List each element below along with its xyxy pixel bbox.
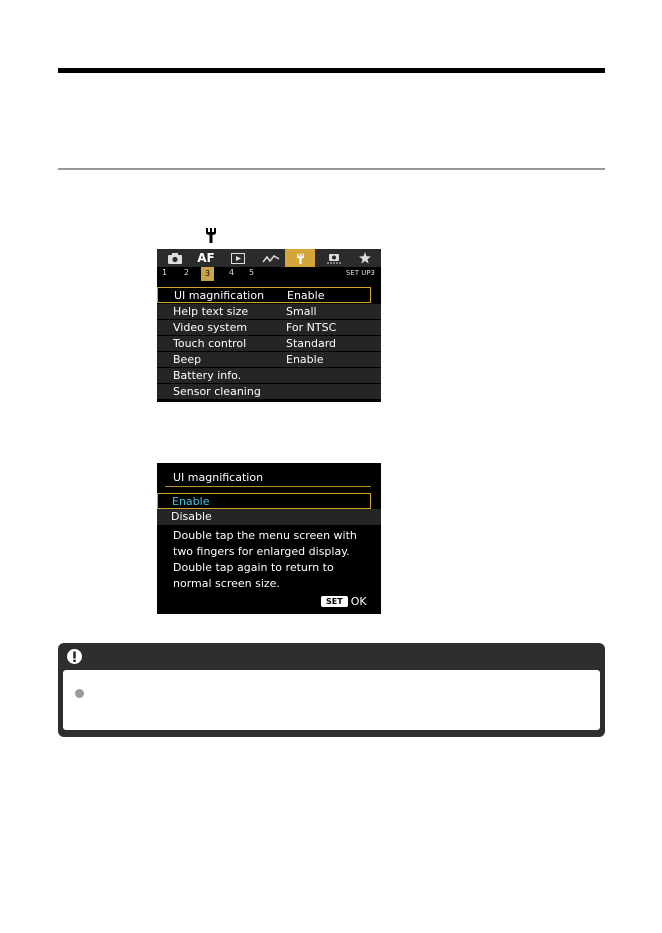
- subtab-1[interactable]: 1: [162, 268, 168, 277]
- row-label: Help text size: [173, 305, 249, 318]
- description-line: two fingers for enlarged display.: [173, 545, 350, 558]
- ok-label: OK: [350, 595, 367, 608]
- row-label: UI magnification: [174, 289, 265, 302]
- title-underline: [165, 486, 371, 487]
- menu-tab-bar: [157, 249, 381, 267]
- row-label: Sensor cleaning: [173, 385, 261, 398]
- description-line: Double tap again to return to: [173, 561, 334, 574]
- row-value: Enable: [286, 353, 324, 366]
- tab-wireless[interactable]: [258, 249, 284, 267]
- description-line: Double tap the menu screen with: [173, 529, 357, 542]
- caution-content: [63, 670, 600, 730]
- tab-af[interactable]: [193, 249, 219, 267]
- af-tab-label: AF: [197, 251, 215, 265]
- tab-shooting[interactable]: [161, 249, 189, 267]
- menu-row-battery-info[interactable]: [157, 368, 381, 384]
- caution-icon: [66, 648, 83, 665]
- menu-row-help-text-size[interactable]: [157, 304, 381, 320]
- tab-setup[interactable]: [285, 249, 315, 267]
- subtab-bar: [157, 267, 381, 281]
- tab-my-menu[interactable]: [353, 249, 377, 267]
- option-enable[interactable]: [157, 493, 371, 509]
- tab-custom[interactable]: [321, 249, 347, 267]
- tab-playback[interactable]: [225, 249, 251, 267]
- subtab-4[interactable]: 4: [229, 268, 235, 277]
- menu-row-video-system[interactable]: [157, 320, 381, 336]
- row-label: Beep: [173, 353, 202, 366]
- star-icon: [359, 252, 371, 264]
- setup-page-label: SET UP3: [345, 269, 375, 277]
- menu-row-touch-control[interactable]: [157, 336, 381, 352]
- playback-icon: [231, 253, 245, 264]
- camera-icon: [168, 253, 182, 264]
- subtab-5[interactable]: 5: [249, 268, 255, 277]
- row-label: Touch control: [173, 337, 247, 350]
- subtab-2[interactable]: 2: [184, 268, 190, 277]
- option-label: Enable: [172, 495, 210, 508]
- top-rule: [58, 68, 605, 73]
- option-label: Disable: [171, 510, 212, 523]
- row-value: Enable: [287, 289, 325, 302]
- row-label: Video system: [173, 321, 248, 334]
- bullet-icon: [75, 689, 84, 698]
- set-ok-button[interactable]: [321, 595, 367, 608]
- wireless-icon: [262, 253, 280, 264]
- dialog-title: UI magnification: [173, 471, 264, 484]
- description-line: normal screen size.: [173, 577, 280, 590]
- row-value: Small: [286, 305, 317, 318]
- section-rule: [58, 168, 605, 170]
- option-disable[interactable]: [157, 509, 381, 525]
- row-label: Battery info.: [173, 369, 242, 382]
- row-value: For NTSC: [286, 321, 337, 334]
- subtab-3[interactable]: 3: [201, 267, 214, 281]
- ui-magnification-dialog: [157, 463, 381, 614]
- menu-row-beep[interactable]: [157, 352, 381, 368]
- setup-menu-screen: [157, 249, 381, 402]
- caution-box: [58, 643, 605, 737]
- wrench-icon: [295, 252, 306, 265]
- wrench-icon: [203, 226, 219, 244]
- set-badge: SET: [321, 596, 348, 607]
- menu-row-ui-magnification[interactable]: [157, 287, 371, 303]
- row-value: Standard: [286, 337, 337, 350]
- custom-functions-icon: [327, 252, 341, 264]
- menu-row-sensor-cleaning[interactable]: [157, 384, 381, 400]
